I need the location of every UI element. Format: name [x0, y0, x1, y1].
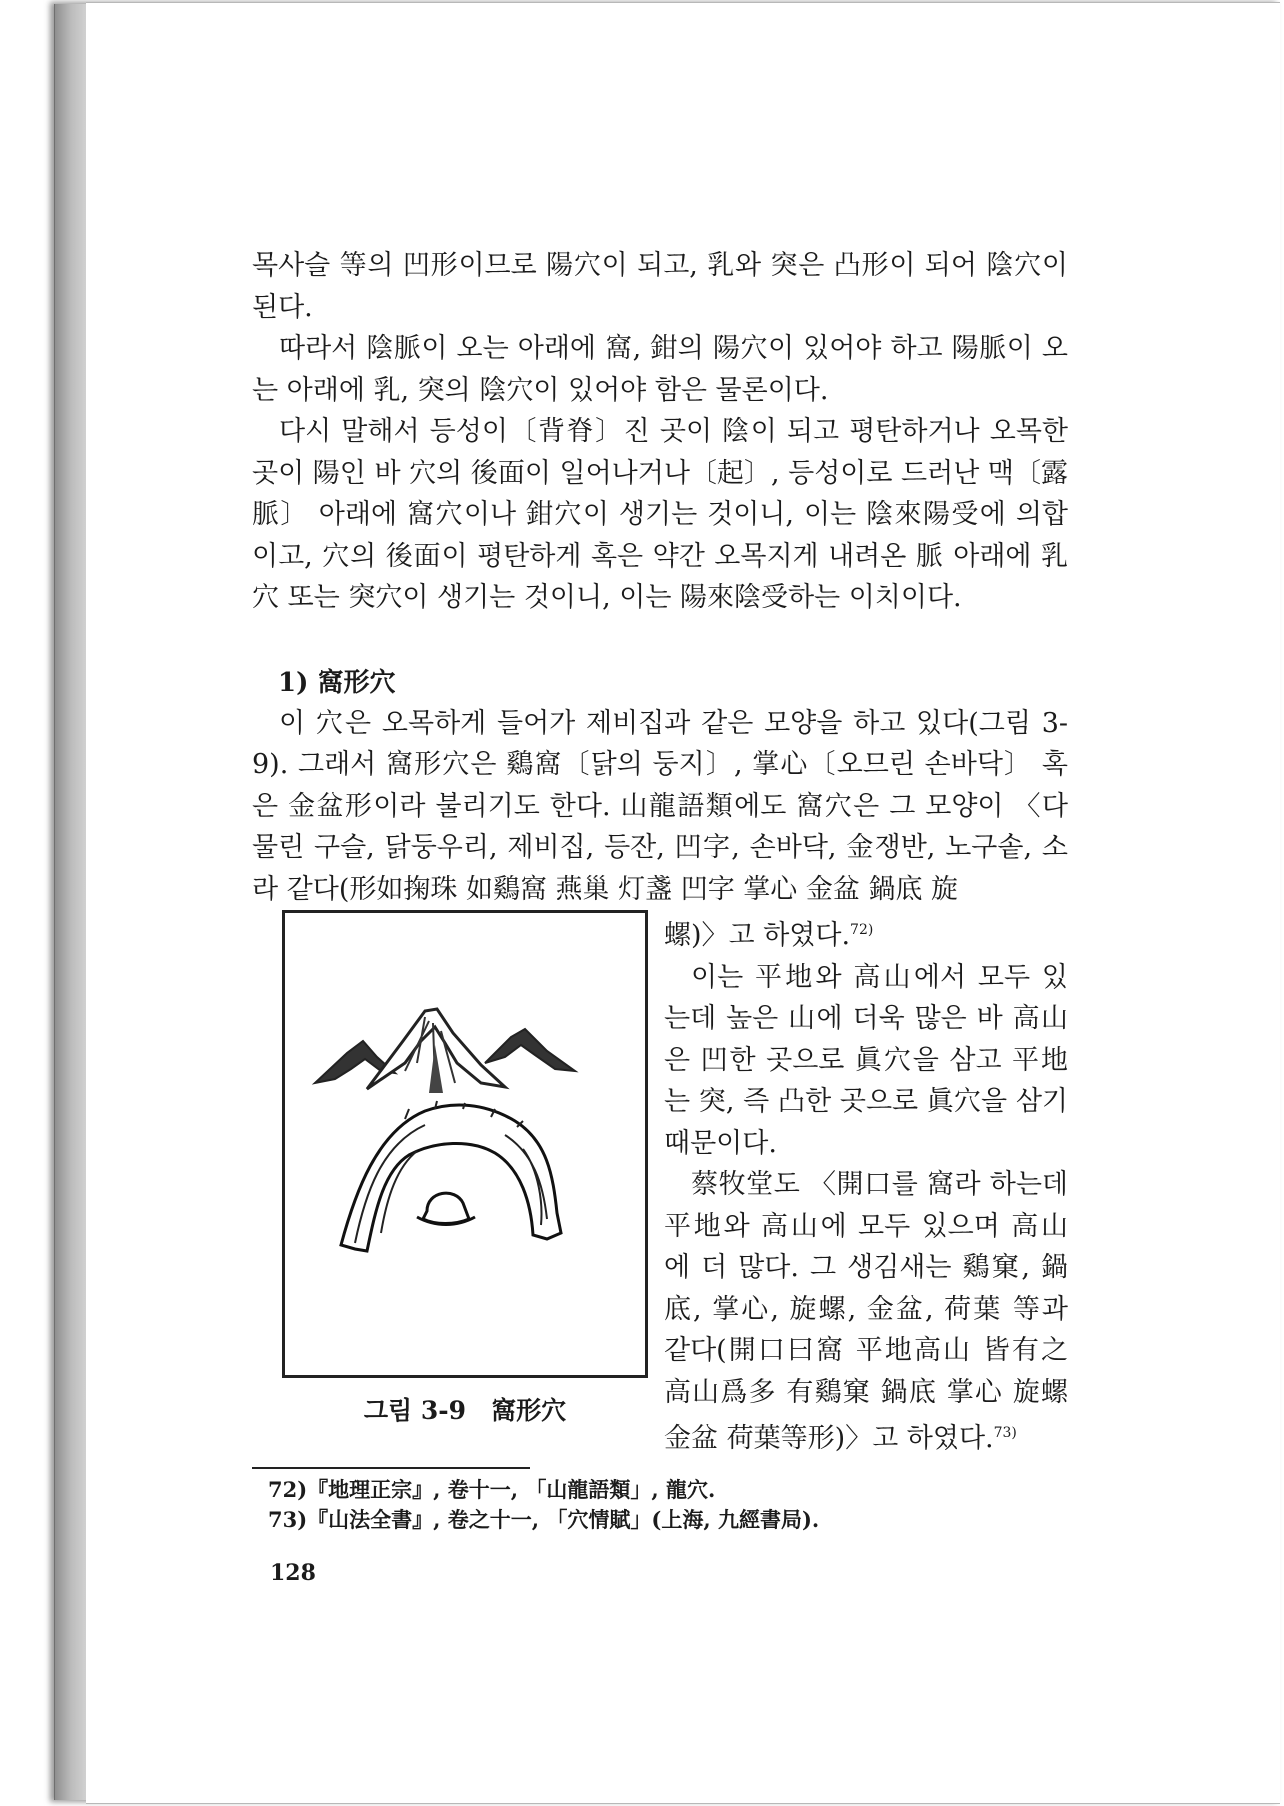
side-paragraph: 이는 平地와 高山에서 모두 있는데 높은 山에 더욱 많은 바 高山은 凹한 곳으로 眞穴을 삼고 平地는 突, 즉 凸한 곳으로 眞穴을 삼기 때문이다.: [664, 961, 1068, 1159]
right-mountain-peak: [485, 1029, 575, 1071]
side-paragraph: [664, 1164, 1068, 1460]
figure-and-text: [252, 910, 1068, 1454]
footnote-72: 72)『地理正宗』, 卷十一, 「山龍語類」, 龍穴.: [268, 1477, 716, 1502]
body-paragraph: 목사슬 等의 凹形이므로 陽穴이 되고, 乳와 突은 凸形이 되어 陰穴이 된다.: [252, 250, 1068, 323]
footnote-divider: [252, 1467, 530, 1469]
body-paragraph: 다시 말해서 등성이〔背脊〕진 곳이 陰이 되고 평탄하거나 오목한 곳이 陽인 바 穴의 後面이 일어나거나〔起〕, 등성이로 드러난 맥〔露脈〕 아래에 窩穴이나 鉗穴이 생기는 것이니, 이는 陰來陽受에 의합이고, 穴의 後面이 평탄하게 혹은 약간 오목지게 내려온 脈 아래에 乳穴 또는 突穴이 생기는 것이니, 이는 陽來陰受하는 이치이다.: [252, 416, 1068, 613]
side-paragraph-text: 螺)〉고 하였다.: [664, 920, 851, 951]
figure-caption: 그림 3-9 窩形穴: [363, 1396, 567, 1425]
footnote-ref: 73): [993, 1425, 1017, 1441]
page-number: 128: [270, 1560, 316, 1586]
side-text-column: [664, 910, 1068, 1460]
section-heading: 1) 窩形穴: [278, 667, 396, 698]
figure-3-9: [282, 910, 662, 1426]
footnote-73: 73)『山法全書』, 卷之十一, 「穴情賦」(上海, 九經書局).: [268, 1507, 820, 1532]
wo-hyeong-hyeol-illustration: [285, 913, 645, 1375]
side-paragraph: [664, 910, 1068, 957]
footnote-ref: 72): [850, 922, 874, 938]
figure-frame: [282, 910, 648, 1378]
central-mound: [423, 1193, 469, 1223]
body-paragraph: 따라서 陰脈이 오는 아래에 窩, 鉗의 陽穴이 있어야 하고 陽脈이 오는 아래에 乳, 突의 陰穴이 있어야 함은 물론이다.: [252, 333, 1068, 406]
section-paragraph: 이 穴은 오목하게 들어가 제비집과 같은 모양을 하고 있다(그림 3-9). 그래서 窩形穴은 鷄窩〔닭의 둥지〕, 掌心〔오므린 손바닥〕 혹은 金盆形이라 불리기도 한다. 山龍語類에도 窩穴은 그 모양이 〈다물린 구슬, 닭둥우리, 제비집, 등잔, 凹字, 손바닥, 金쟁반, 노구솥, 소라 같다(形如掬珠 如鷄窩 燕巢 灯盞 凹字 掌心 金盆 鍋底 旋: [252, 707, 1068, 905]
page-body: [252, 245, 1068, 1454]
footnotes: [252, 1467, 1068, 1535]
side-paragraph-text: 蔡牧堂도 〈開口를 窩라 하는데 平地와 高山에 모두 있으며 高山에 더 많다. 그 생김새는 鷄窠, 鍋底, 掌心, 旋螺, 金盆, 荷葉 等과 같다(開口曰窩 平地高山 皆有之 高山爲多 有鷄窠 鍋底 掌心 旋螺 金盆 荷葉等形)〉고 하였다.: [664, 1169, 1068, 1454]
